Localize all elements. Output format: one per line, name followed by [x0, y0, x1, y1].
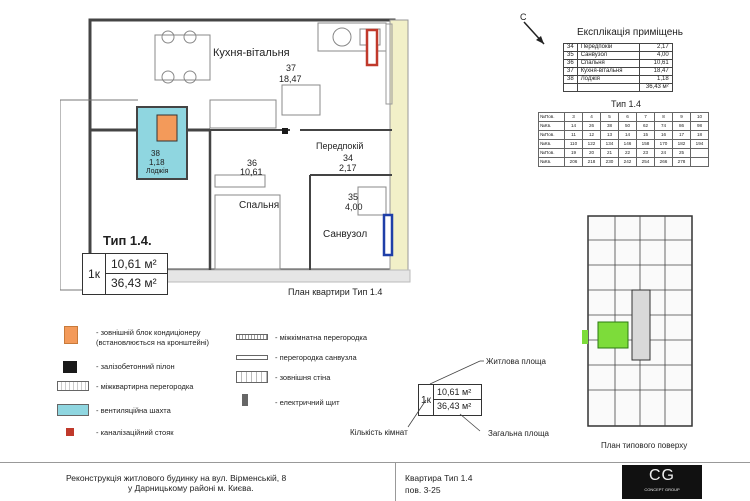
bath-num: 35: [348, 192, 359, 202]
plan-caption: План квартири Тип 1.4: [288, 287, 383, 297]
table-row: 36,43 м²: [564, 84, 673, 92]
bath-partition-swatch: [236, 355, 268, 360]
apartment-label: Квартира Тип 1.4: [405, 473, 473, 483]
area-box: [82, 253, 168, 295]
bedroom-area: 10,61: [240, 167, 263, 177]
table-row: 37 Кухня-вітальня 18,47: [564, 68, 673, 76]
project-line2: у Дарницькому районі м. Києва.: [128, 483, 254, 493]
table-row: №Кв. 206 218 230 242 254 266 278: [539, 158, 709, 167]
north-arrow-icon: [520, 18, 550, 48]
logo: CG CONCEPT GROUP: [622, 465, 702, 499]
type-title: Тип 1.4.: [103, 233, 152, 248]
total-area-label: Загальна площа: [488, 429, 549, 438]
diagram-leaders: [380, 355, 540, 455]
table-row: №Пов. 3 4 5 6 7 8 9 10: [539, 113, 709, 122]
kitchen-label: Кухня-вітальня: [213, 47, 290, 59]
living-area: 10,61 м²: [111, 257, 157, 271]
rooms-count: 1к: [83, 254, 106, 294]
electric-panel-swatch: [242, 394, 248, 406]
total-area: 36,43 м²: [111, 276, 157, 290]
diagram-living: 10,61 м²: [437, 387, 472, 397]
hall-label: Передпокій: [316, 141, 364, 151]
sewer-riser: [367, 30, 377, 65]
legend-ac: - зовнішній блок кондиціонеру (встановлюється на кронштейні): [96, 328, 210, 347]
legend-bath-partition: - перегородка санвузла: [275, 353, 357, 362]
highlight-apartment: [598, 322, 628, 348]
vent-shaft-swatch: [57, 404, 89, 416]
legend-sewer: - каналізаційний стояк: [96, 428, 174, 437]
north-label: С: [520, 12, 527, 22]
sewer-swatch: [66, 428, 74, 436]
loggia-label: Лоджія: [146, 168, 169, 175]
project-line1: Реконструкція житлового будинку на вул. Вірменській, 8: [66, 473, 287, 483]
living-area-label: Житлова площа: [486, 357, 546, 366]
type-table: [538, 112, 709, 167]
table-row: 36 Спальня 10,61: [564, 60, 673, 68]
table-row: 35 Санвузол 4,00: [564, 52, 673, 60]
hall-area: 2,17: [339, 163, 357, 173]
legend-room-partition: - міжкімнатна перегородка: [275, 333, 367, 342]
bedroom-num: 36: [247, 158, 258, 168]
ac-unit-swatch: [64, 326, 78, 344]
table-row: №Кв. 14 26 38 50 62 74 86 98: [539, 122, 709, 131]
bath-area: 4,00: [345, 202, 363, 212]
pylon-swatch: [63, 361, 77, 373]
table-row: №Кв. 110 122 134 146 158 170 182 194: [539, 140, 709, 149]
explication-title: Експлікація приміщень: [577, 27, 683, 38]
diagram-total: 36,43 м²: [437, 401, 472, 411]
floor-plan: [580, 210, 700, 436]
bath-label: Санвузол: [323, 229, 368, 240]
kitchen-area: 18,47: [279, 74, 302, 84]
room-partition-swatch: [236, 334, 268, 340]
legend-electric: - електричний щит: [275, 398, 340, 407]
hall-num: 34: [343, 153, 354, 163]
diagram-rooms: 1к: [419, 385, 434, 415]
table-row: №Пов. 11 12 13 14 15 16 17 18: [539, 131, 709, 140]
floors-label: пов. 3-25: [405, 485, 441, 495]
explication-table: [563, 43, 673, 92]
loggia-area: 1,18: [149, 158, 165, 167]
table-row: 38 Лоджія 1,18: [564, 76, 673, 84]
footer: [0, 462, 750, 501]
kitchen-num: 37: [286, 63, 297, 73]
bedroom-label: Спальня: [239, 200, 280, 211]
legend-vent: - вентиляційна шахта: [96, 406, 171, 415]
interflat-partition-swatch: [57, 381, 89, 391]
legend-interflat: - міжквартирна перегородка: [96, 382, 194, 391]
table-row: 34 Передпокій 2,17: [564, 44, 673, 52]
legend-pylon: - залізобетонний пілон: [96, 362, 175, 371]
table-row: №Пов. 19 20 21 22 23 24 25: [539, 149, 709, 158]
legend-external-wall: - зовнішня стіна: [275, 373, 331, 382]
type-table-title: Тип 1.4: [611, 99, 642, 109]
external-wall-swatch: [236, 371, 268, 383]
rooms-count-label: Кількість кімнат: [350, 428, 408, 437]
floor-plan-caption: План типового поверху: [601, 441, 688, 450]
loggia-num: 38: [151, 149, 160, 158]
